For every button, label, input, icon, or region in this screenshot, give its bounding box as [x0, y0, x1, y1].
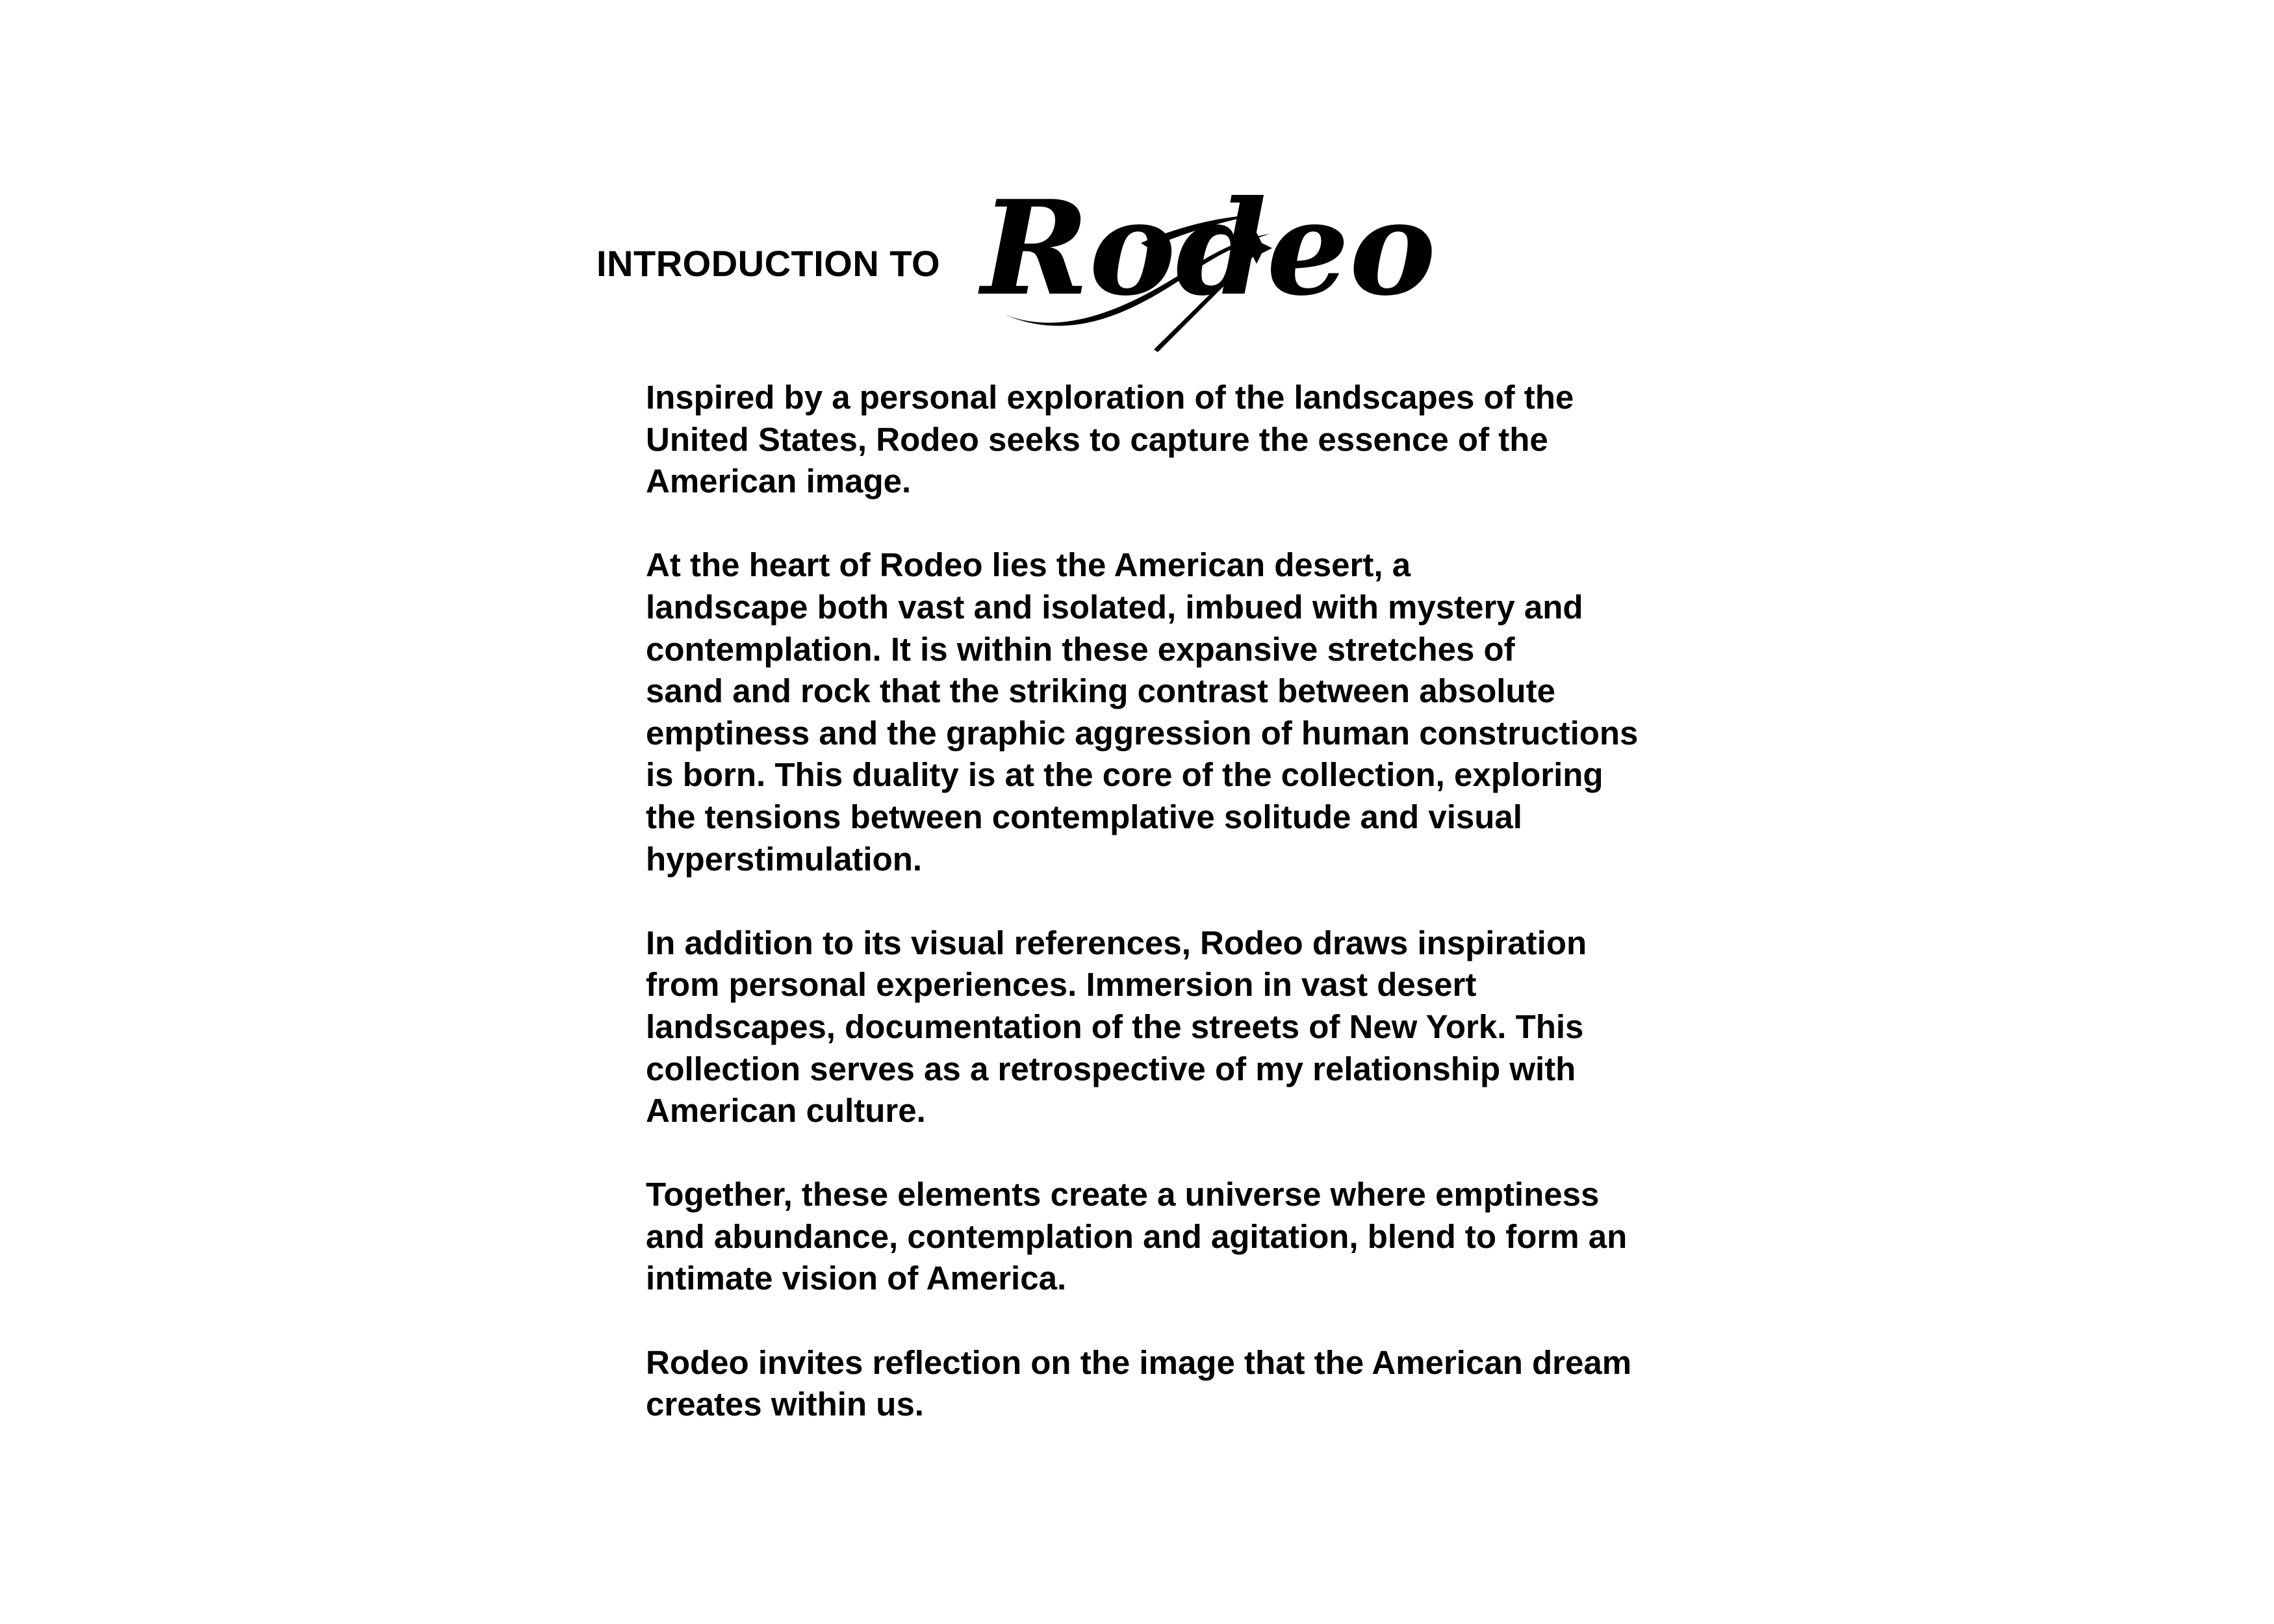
header-title: INTRODUCTION TO — [596, 243, 941, 284]
paragraph-desert: At the heart of Rodeo lies the American desert, a landscape both vast and isolated, imbued with mystery and contemplation. It is within these expansive stretches of sand and rock that the striking contrast between absolute emptiness and the graphic aggression of human constructions is born. This duality is at the core of the collection, exploring the tensions between contemplative solitude and visual hyperstimulation. — [646, 546, 1639, 878]
paragraph-inspiration: Inspired by a personal exploration of the landscapes of the United States, Rodeo seeks to capture the essence of the American image. — [646, 379, 1574, 500]
rodeo-logo — [978, 170, 1437, 352]
logo-wordmark: Rodeo — [981, 172, 1437, 325]
paragraph-references: In addition to its visual references, Rodeo draws inspiration from personal experiences. Immersion in vast desert landscapes, documentation of the streets of New York. This collection serves as a retrospective of my relationship with American culture. — [646, 924, 1587, 1130]
introduction-text — [646, 377, 1737, 1426]
paragraph-reflection: Rodeo invites reflection on the image that the American dream creates within us. — [646, 1343, 1632, 1423]
paragraph-together: Together, these elements create a universe where emptiness and abundance, contemplation and agitation, blend to form an intimate vision of America. — [646, 1176, 1628, 1297]
page-header — [596, 170, 1437, 352]
